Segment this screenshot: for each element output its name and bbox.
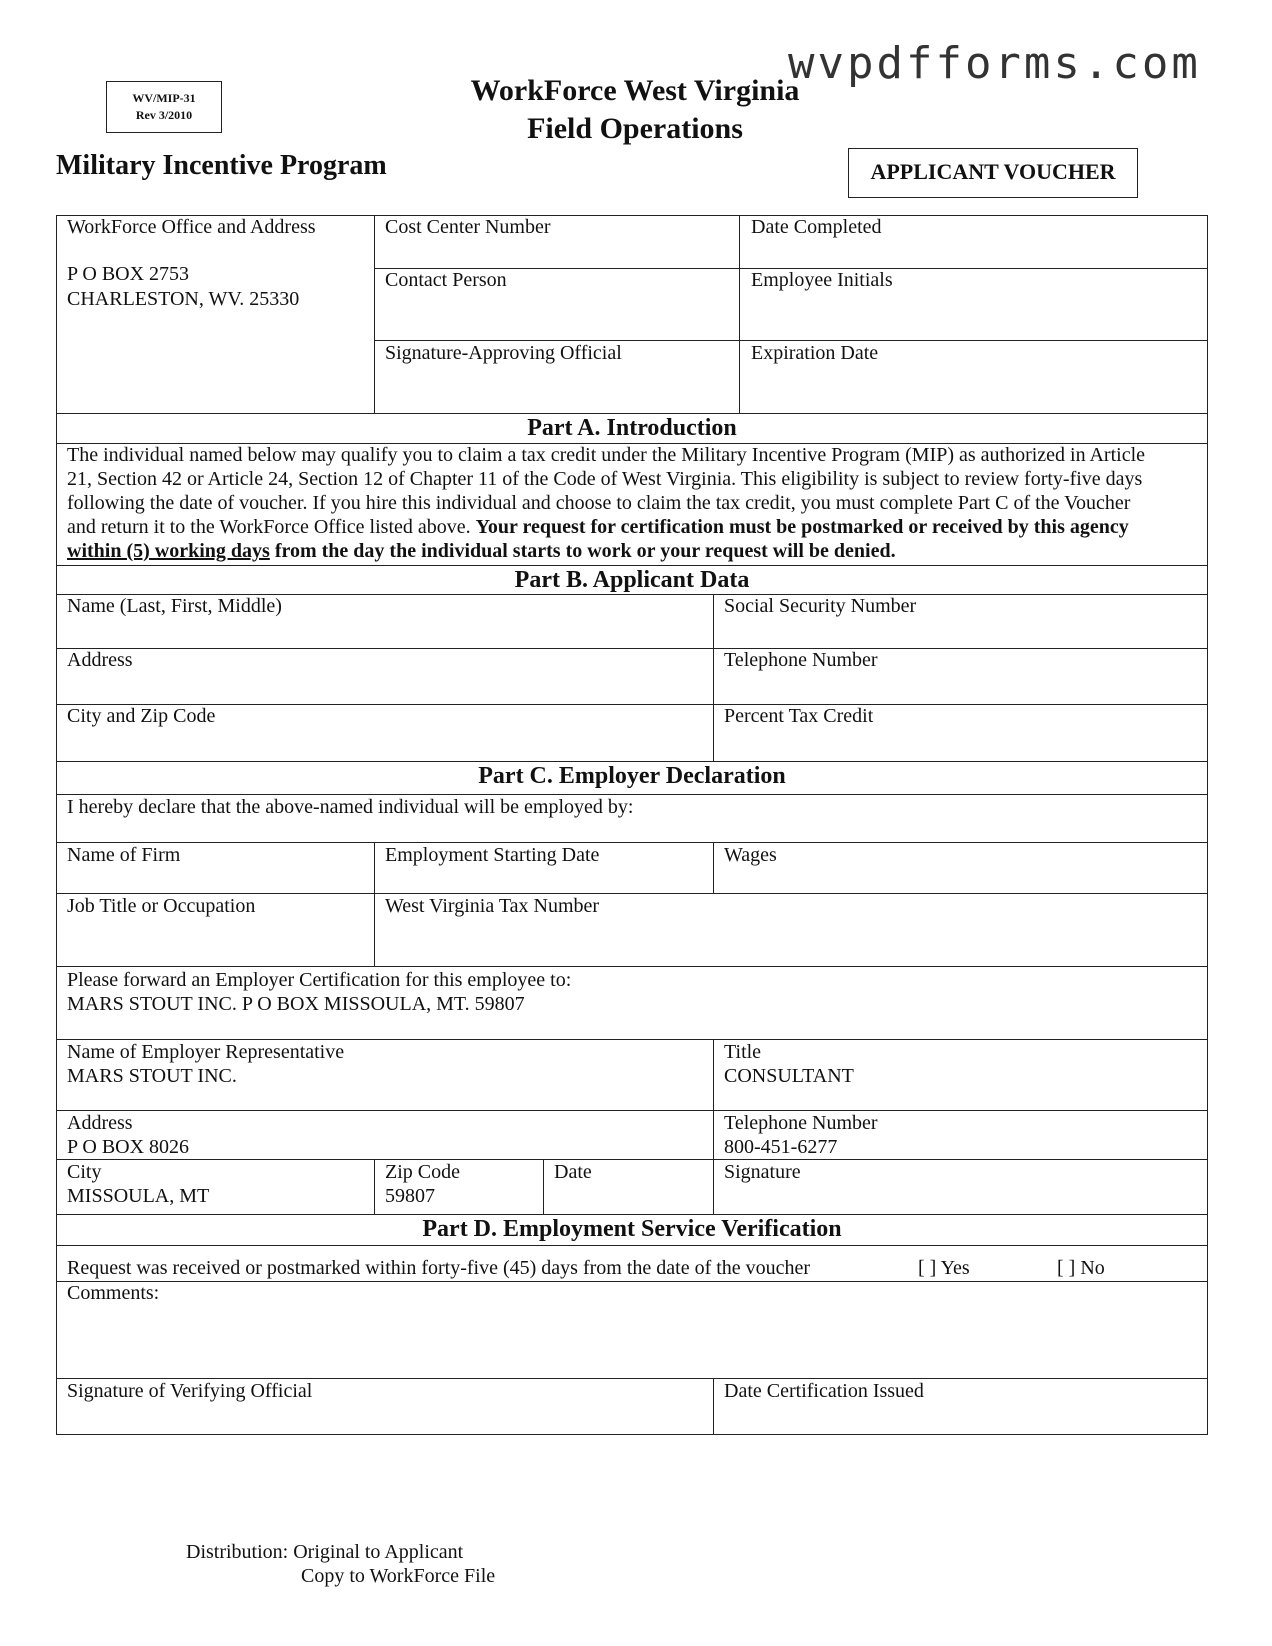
divider <box>56 1110 1208 1111</box>
divider <box>739 215 740 413</box>
comments-field[interactable]: Comments: <box>67 1282 160 1304</box>
part-a-heading: Part A. Introduction <box>527 415 737 441</box>
part-b-heading: Part B. Applicant Data <box>514 567 750 593</box>
intro-line <box>67 515 1203 539</box>
division-title: Field Operations <box>527 112 743 145</box>
rep-phone-label: Telephone Number <box>724 1112 878 1134</box>
divider <box>56 704 1208 705</box>
watermark: wvpdfforms.com <box>788 38 1201 89</box>
cost-center-field[interactable]: Cost Center Number <box>385 216 551 238</box>
employer-rep-label: Name of Employer Representative <box>67 1041 345 1063</box>
job-title-field[interactable]: Job Title or Occupation <box>67 895 256 917</box>
office-address-line1: P O BOX 2753 <box>67 263 190 285</box>
intro-line <box>67 539 1203 563</box>
intro-deadline-underlined: within (5) working days <box>67 540 270 562</box>
approving-signature-field[interactable]: Signature-Approving Official <box>385 342 622 364</box>
divider <box>713 594 714 761</box>
intro-deadline-end: from the day the individual starts to work or your request will be denied. <box>269 540 896 562</box>
divider <box>56 1245 1208 1246</box>
rep-city-label: City <box>67 1161 102 1183</box>
applicant-address-field[interactable]: Address <box>67 649 133 671</box>
rep-zip-value: 59807 <box>385 1185 435 1207</box>
rep-phone-value: 800-451-6277 <box>724 1136 838 1158</box>
certification-date-field[interactable]: Date Certification Issued <box>724 1380 924 1402</box>
divider <box>713 1039 714 1214</box>
date-field[interactable]: Date <box>554 1161 592 1183</box>
applicant-name-field[interactable]: Name (Last, First, Middle) <box>67 595 282 617</box>
employee-initials-field[interactable]: Employee Initials <box>751 269 893 291</box>
percent-tax-credit-field[interactable]: Percent Tax Credit <box>724 705 874 727</box>
divider <box>374 215 375 413</box>
declaration-text: I hereby declare that the above-named individual will be employed by: <box>67 796 634 818</box>
table-border <box>56 215 57 1434</box>
table-border <box>56 1434 1208 1435</box>
employer-signature-field[interactable]: Signature <box>724 1161 801 1183</box>
wv-tax-number-field[interactable]: West Virginia Tax Number <box>385 895 600 917</box>
distribution-line: Copy to WorkForce File <box>301 1565 496 1587</box>
divider <box>56 1281 1208 1282</box>
date-completed-field[interactable]: Date Completed <box>751 216 882 238</box>
divider <box>56 842 1208 843</box>
divider <box>713 842 714 893</box>
request-received-text: Request was received or postmarked within forty-five (45) days from the date of the voucher <box>67 1257 811 1279</box>
agency-title: WorkForce West Virginia <box>470 74 800 107</box>
rep-zip-label: Zip Code <box>385 1161 460 1183</box>
form-number: WV/MIP-31 <box>132 91 196 105</box>
part-c-heading: Part C. Employer Declaration <box>478 763 786 789</box>
distribution-note <box>186 1540 495 1588</box>
intro-line: following the date of voucher. If you hire this individual and choose to claim the tax credit, you must complete Part C of the Voucher <box>67 492 1131 514</box>
form-revision: Rev 3/2010 <box>135 108 193 122</box>
verifying-signature-field[interactable]: Signature of Verifying Official <box>67 1380 313 1402</box>
wages-field[interactable]: Wages <box>724 844 777 866</box>
office-label: WorkForce Office and Address <box>67 216 316 238</box>
divider <box>56 1159 1208 1160</box>
yes-checkbox[interactable]: [ ] Yes <box>918 1257 970 1279</box>
part-a-introduction <box>67 443 1203 563</box>
divider <box>374 842 375 966</box>
intro-text: and return it to the WorkForce Office listed above. <box>67 516 476 538</box>
distribution-line: Distribution: Original to Applicant <box>186 1541 464 1563</box>
rep-city-value: MISSOULA, MT <box>67 1185 210 1207</box>
forward-instruction: Please forward an Employer Certification for this employee to: <box>67 969 572 991</box>
forward-address: MARS STOUT INC. P O BOX MISSOULA, MT. 59807 <box>67 993 525 1015</box>
expiration-date-field[interactable]: Expiration Date <box>751 342 879 364</box>
applicant-telephone-field[interactable]: Telephone Number <box>724 649 878 671</box>
ssn-field[interactable]: Social Security Number <box>724 595 917 617</box>
firm-name-field[interactable]: Name of Firm <box>67 844 181 866</box>
applicant-voucher-label: APPLICANT VOUCHER <box>848 148 1138 198</box>
divider <box>374 1159 375 1214</box>
part-d-heading: Part D. Employment Service Verification <box>422 1216 842 1242</box>
office-address-line2: CHARLESTON, WV. 25330 <box>67 288 300 310</box>
no-checkbox[interactable]: [ ] No <box>1057 1257 1105 1279</box>
intro-line: The individual named below may qualify you to claim a tax credit under the Military Incentive Program (MIP) as authorized in Article <box>67 444 1146 466</box>
employer-rep-value: MARS STOUT INC. <box>67 1065 237 1087</box>
rep-title-label: Title <box>724 1041 762 1063</box>
city-zip-field[interactable]: City and Zip Code <box>67 705 216 727</box>
intro-line: 21, Section 42 or Article 24, Section 12 of Chapter 11 of the Code of West Virginia. This eligibility is subject to review forty-five days <box>67 468 1143 490</box>
rep-title-value: CONSULTANT <box>724 1065 854 1087</box>
divider <box>56 648 1208 649</box>
start-date-field[interactable]: Employment Starting Date <box>385 844 600 866</box>
form-number-box <box>106 81 222 133</box>
rep-address-label: Address <box>67 1112 133 1134</box>
table-border <box>1207 215 1208 1434</box>
contact-person-field[interactable]: Contact Person <box>385 269 507 291</box>
program-title: Military Incentive Program <box>56 150 387 181</box>
divider <box>543 1159 544 1214</box>
intro-deadline: Your request for certification must be postmarked or received by this agency <box>475 516 1129 538</box>
divider <box>56 966 1208 967</box>
divider <box>713 1378 714 1434</box>
rep-address-value: P O BOX 8026 <box>67 1136 190 1158</box>
